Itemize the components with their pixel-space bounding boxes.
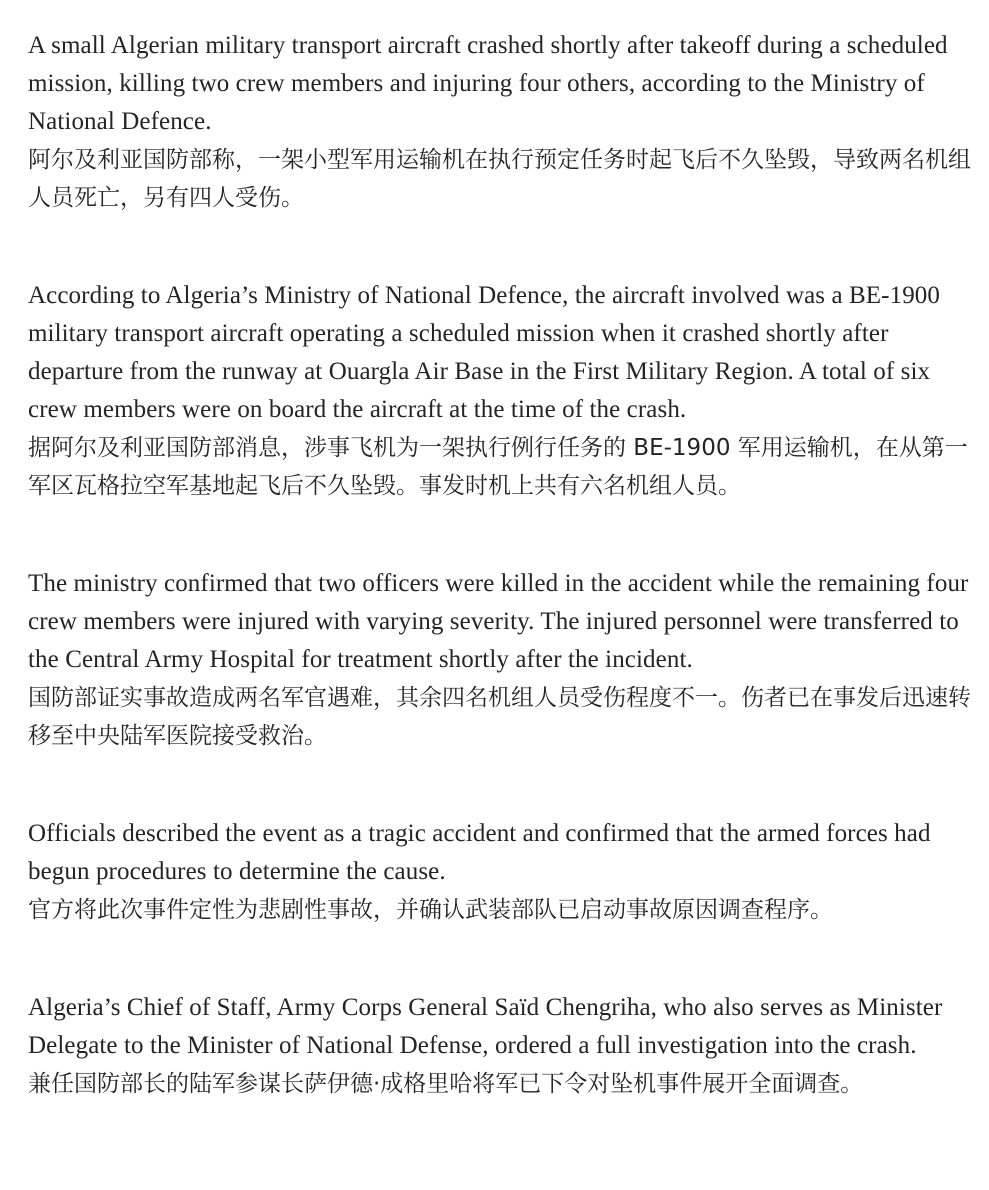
english-text: Algeria’s Chief of Staff, Army Corps General Saïd Chengriha, who also serves as Minister Delegate to the Minister of National Defense, ordered a full investigation into the crash.	[28, 994, 943, 1059]
paragraph-1	[28, 27, 978, 217]
paragraph-2	[28, 277, 978, 505]
english-text: A small Algerian military transport aircraft crashed shortly after takeoff during a scheduled mission, killing two crew members and injuring four others, according to the Ministry of National Defence.	[28, 32, 948, 135]
chinese-translation: 阿尔及利亚国防部称，一架小型军用运输机在执行预定任务时起飞后不久坠毁，导致两名机组人员死亡，另有四人受伤。	[28, 147, 971, 211]
chinese-translation: 据阿尔及利亚国防部消息，涉事飞机为一架执行例行任务的 BE-1900 军用运输机，在从第一军区瓦格拉空军基地起飞后不久坠毁。事发时机上共有六名机组人员。	[28, 435, 968, 499]
article-body	[28, 27, 978, 1103]
paragraph-3	[28, 565, 978, 755]
paragraph-4	[28, 815, 978, 929]
paragraph-5	[28, 989, 978, 1103]
chinese-translation: 官方将此次事件定性为悲剧性事故，并确认武装部队已启动事故原因调查程序。	[28, 897, 833, 923]
chinese-translation: 国防部证实事故造成两名军官遇难，其余四名机组人员受伤程度不一。伤者已在事发后迅速转移至中央陆军医院接受救治。	[28, 685, 971, 749]
english-text: Officials described the event as a tragic accident and confirmed that the armed forces had begun procedures to determine the cause.	[28, 820, 931, 885]
english-text: The ministry confirmed that two officers were killed in the accident while the remaining four crew members were injured with varying severity. The injured personnel were transferred to the Central Army Hospital for treatment shortly after the incident.	[28, 570, 969, 673]
english-text: According to Algeria’s Ministry of National Defence, the aircraft involved was a BE-1900 military transport aircraft operating a scheduled mission when it crashed shortly after departure from the runway at Ouargla Air Base in the First Military Region. A total of six crew members were on board the aircraft at the time of the crash.	[28, 282, 940, 423]
chinese-translation: 兼任国防部长的陆军参谋长萨伊德·成格里哈将军已下令对坠机事件展开全面调查。	[28, 1071, 864, 1097]
